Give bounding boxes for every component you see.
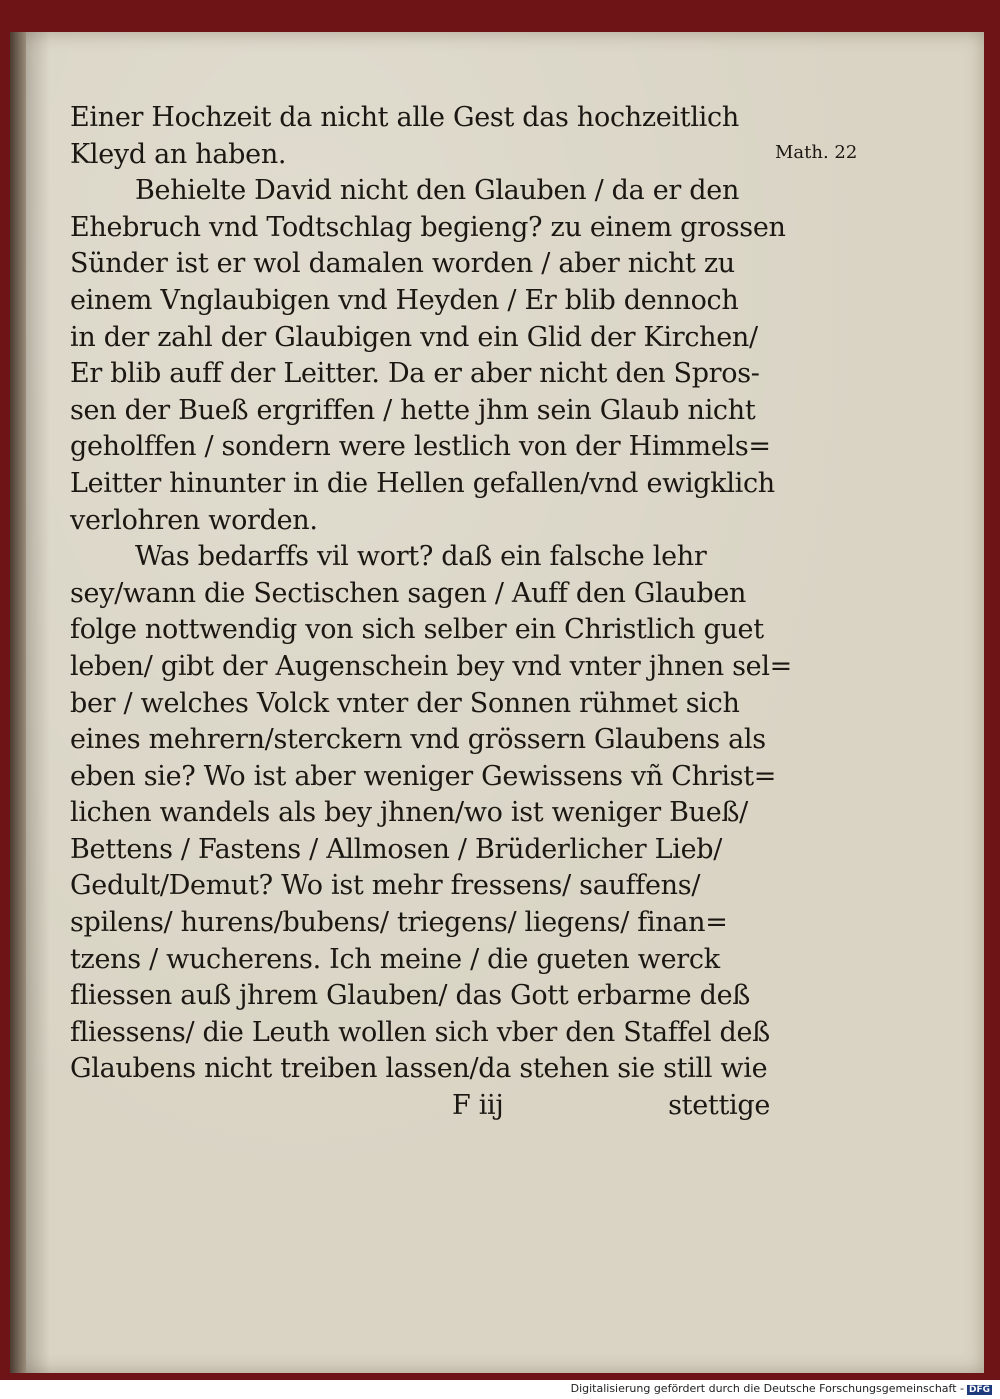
text-line: Einer Hochzeit da nicht alle Gest das hochzeitlich xyxy=(70,102,739,133)
text-line: folge nottwendig von sich selber ein Christlich guet xyxy=(70,614,764,646)
catchword: stettige xyxy=(668,1090,770,1122)
text-line: Behielte David nicht den Glauben / da er den xyxy=(135,175,740,207)
text-line: Was bedarffs vil wort? daß ein falsche lehr xyxy=(135,541,707,573)
signature-line xyxy=(70,1088,770,1125)
text-line: Gedult/Demut? Wo ist mehr fressens/ sauffens/ xyxy=(70,870,701,902)
text-line: Glaubens nicht treiben lassen/da stehen sie still wie xyxy=(70,1053,768,1085)
page-gutter-shadow xyxy=(10,32,26,1373)
text-line: eines mehrern/sterckern vnd grössern Glaubens als xyxy=(70,724,766,756)
dfg-logo: DFG xyxy=(968,1385,990,1395)
text-line: tzens / wucherens. Ich meine / die gueten werck xyxy=(70,943,720,975)
digitization-credit xyxy=(571,1382,992,1395)
text-line: fliessens/ die Leuth wollen sich vber den Staffel deß xyxy=(70,1016,770,1048)
credit-text: Digitalisierung gefördert durch die Deutsche Forschungsgemeinschaft - xyxy=(570,1382,964,1395)
text-line: in der zahl der Glaubigen vnd ein Glid der Kirchen/ xyxy=(70,321,758,353)
text-line: sey/wann die Sectischen sagen / Auff den Glauben xyxy=(70,577,747,609)
text-line: lichen wandels als bey jhnen/wo ist weniger Bueß/ xyxy=(70,797,748,829)
text-line: Bettens / Fastens / Allmosen / Brüderlicher Lieb/ xyxy=(70,833,723,865)
text-line: verlohren worden. xyxy=(70,504,318,536)
margin-note: Math. 22 xyxy=(775,142,858,163)
signature-mark: F iij xyxy=(452,1090,504,1122)
text-line: Kleyd an haben. xyxy=(70,138,287,170)
text-line: ber / welches Volck vnter der Sonnen rühmet sich xyxy=(70,687,740,719)
text-line: sen der Bueß ergriffen / hette jhm sein Glaub nicht xyxy=(70,394,756,426)
text-line: leben/ gibt der Augenschein bey vnd vnter jhnen sel= xyxy=(70,650,792,682)
text-line: Ehebruch vnd Todtschlag begieng? zu einem grossen xyxy=(70,211,786,243)
text-line: Leitter hinunter in die Hellen gefallen/vnd ewigklich xyxy=(70,467,775,499)
text-line: spilens/ hurens/bubens/ triegens/ liegens/ finan= xyxy=(70,907,728,939)
text-line: Sünder ist er wol damalen worden / aber nicht zu xyxy=(70,248,735,280)
body-text xyxy=(70,100,792,1125)
text-line: Er blib auff der Leitter. Da er aber nicht den Spros- xyxy=(70,358,760,390)
text-line: geholffen / sondern were lestlich von der Himmels= xyxy=(70,431,771,463)
text-line: eben sie? Wo ist aber weniger Gewissens vñ Christ= xyxy=(70,760,777,792)
text-line: fliessen auß jhrem Glauben/ das Gott erbarme deß xyxy=(70,980,751,1012)
text-line: einem Vnglaubigen vnd Heyden / Er blib dennoch xyxy=(70,284,739,316)
